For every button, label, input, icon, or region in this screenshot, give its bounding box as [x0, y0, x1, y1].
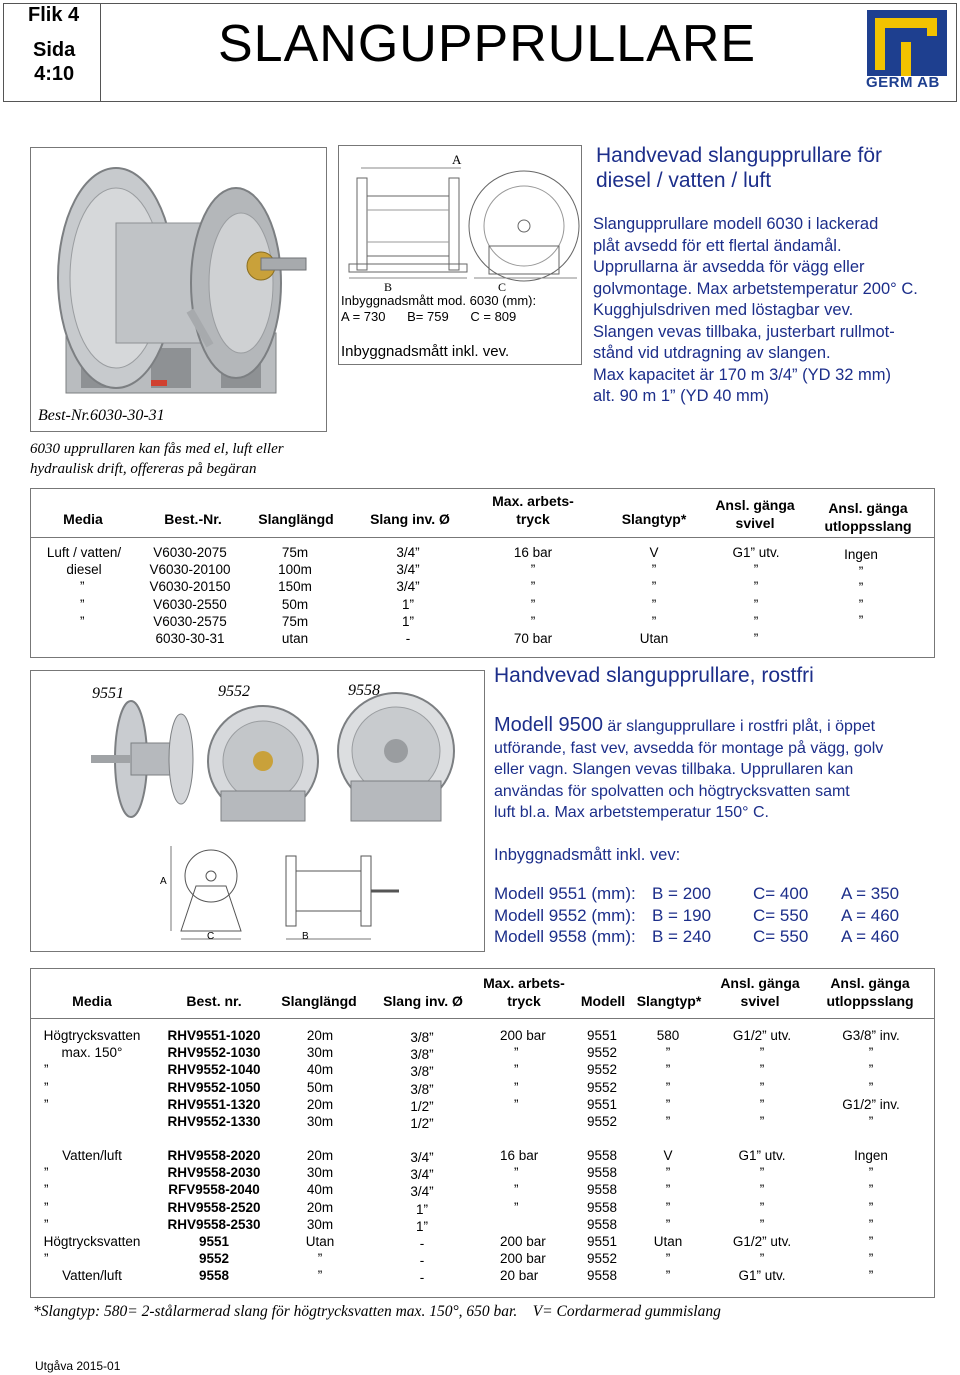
table-cell: ”: [759, 1216, 765, 1232]
table-cell: ”: [530, 579, 536, 595]
table-cell: 70 bar: [513, 631, 553, 647]
section-heading-9500: Handvevad slangupprullare, rostfri: [494, 664, 814, 687]
table-cell: 9551: [586, 1028, 618, 1043]
col-ansl-svivel: [720, 1027, 804, 1130]
model-name: Modell 9558 (mm):: [494, 927, 636, 947]
table-cell: ”: [665, 1251, 671, 1267]
table-cell: ”: [665, 1182, 671, 1198]
table-cell: 30m: [306, 1045, 334, 1061]
col-bestnr: [140, 544, 240, 647]
header-line: Max. arbets-: [483, 975, 565, 991]
edition-label: Utgåva 2015-01: [35, 1359, 121, 1373]
table-cell: 9552: [586, 1062, 618, 1078]
dimension-b-label: B: [384, 280, 393, 294]
table-cell: ”: [514, 1062, 519, 1078]
table-cell: 3/8”: [410, 1064, 434, 1080]
table-cell: V6030-2075: [153, 545, 227, 560]
table-cell: 9558: [586, 1182, 618, 1198]
table-cell: RHV9552-1030: [167, 1045, 261, 1061]
table-cell: G1” utv.: [732, 545, 780, 560]
table-cell: ”: [868, 1045, 874, 1061]
table-cell: ”: [651, 596, 657, 612]
dim-a: A = 350: [841, 884, 900, 903]
table-cell: 200 bar: [500, 1028, 546, 1043]
table-cell: 20m: [306, 1199, 334, 1215]
col-header-modell: Modell: [580, 993, 626, 1009]
col-media: [36, 544, 132, 630]
table-cell: 9558: [586, 1148, 618, 1163]
table-cell: Utan: [639, 631, 669, 647]
table-cell: 9558: [198, 1268, 230, 1284]
table-cell: ”: [759, 1199, 765, 1215]
heading-line-2: diesel / vatten / luft: [596, 169, 772, 192]
table-cell: ”: [514, 1045, 519, 1061]
table-cell: ”: [858, 613, 864, 628]
table-cell: ”: [514, 1096, 519, 1112]
table-cell: ”: [868, 1165, 874, 1181]
col-slangtyp: [644, 1027, 692, 1130]
hose-reel-drawing: [31, 148, 326, 431]
dimension-line-2: A = 730 B= 759 C = 809: [341, 309, 517, 324]
table-cell: ”: [44, 1216, 49, 1232]
header-line: Ansl. gänga: [715, 497, 795, 513]
col-bestnr: [156, 1147, 272, 1285]
table-cell: G3/8” inv.: [842, 1028, 900, 1043]
table-cell: 1”: [415, 1218, 428, 1234]
table-cell: utan: [281, 631, 309, 647]
table-cell: V6030-2550: [153, 596, 227, 612]
table-cell: ”: [759, 1251, 765, 1267]
col-slanglangd: [262, 544, 328, 647]
table-cell: ”: [80, 596, 85, 612]
table-cell: ”: [753, 596, 759, 612]
table-cell: Ingen: [844, 547, 878, 562]
col-header-slangtyp: Slangtyp*: [636, 993, 702, 1009]
table-cell: ”: [530, 562, 536, 578]
table-cell: 3/4”: [396, 562, 420, 578]
desc-line: användas för spolvatten och högtrycksvatten samt: [494, 782, 850, 800]
table-cell: ”: [868, 1216, 874, 1232]
order-number-6030: Best-Nr.6030-30-31: [38, 407, 165, 424]
table-cell: 9552: [586, 1045, 618, 1061]
dim-b: B = 240: [652, 927, 712, 947]
table-cell: ”: [317, 1268, 323, 1284]
col-slangtyp: [644, 1147, 692, 1285]
col-ansl-svivel: [716, 544, 796, 647]
stainless-reels-drawing: [31, 671, 484, 951]
table-cell: 40m: [306, 1182, 334, 1198]
header-line: utloppsslang: [824, 518, 912, 534]
table-cell: ”: [858, 580, 864, 595]
table-cell: diesel: [66, 562, 102, 578]
dim-c: C= 550: [753, 927, 809, 947]
col-max-tryck: [486, 1147, 562, 1285]
table-cell: 150m: [278, 579, 312, 595]
table-cell: Vatten/luft: [62, 1148, 122, 1163]
note-line-2: hydraulisk drift, offereras på begäran: [30, 461, 257, 477]
model-name: Modell 9551 (mm):: [494, 884, 636, 903]
heading-line-1: Handvevad slangupprullare för: [596, 144, 883, 167]
header-line: Ansl. gänga: [720, 975, 800, 991]
table-cell: Vatten/luft: [62, 1268, 122, 1284]
table-cell: RHV9558-2520: [167, 1199, 261, 1215]
table-cell: G1/2” utv.: [732, 1234, 792, 1250]
dimension-b-label: B: [302, 931, 309, 942]
hose-reel-6030-photo: [30, 147, 327, 432]
col-media: [34, 1027, 150, 1113]
col-ansl-utlopp: [826, 547, 896, 630]
dimension-drawing-6030: [338, 145, 582, 365]
table-cell: 1/2”: [410, 1098, 434, 1114]
table-cell: RHV9552-1330: [167, 1114, 261, 1130]
col-slanglangd: [290, 1027, 350, 1130]
table-cell: ”: [753, 562, 759, 578]
col-header-slanglangd: Slanglängd: [258, 511, 334, 527]
col-slang-inv: [392, 1029, 452, 1132]
col-header-media: Media: [63, 511, 103, 527]
col-header-slanglangd: Slanglängd: [281, 993, 357, 1009]
table-cell: 3/4”: [410, 1150, 434, 1165]
table-cell: 3/4”: [410, 1167, 434, 1183]
col-header-max-tryck: [476, 974, 572, 1010]
table-cell: ”: [44, 1062, 49, 1078]
table-row: [494, 926, 899, 948]
table-cell: V6030-20150: [149, 579, 231, 595]
table-cell: V: [649, 545, 659, 560]
table-cell: RHV9551-1320: [167, 1096, 261, 1112]
table-cell: ”: [317, 1251, 323, 1267]
table-cell: 40m: [306, 1062, 334, 1078]
table-cell: ”: [665, 1268, 671, 1284]
table-cell: 9558: [586, 1268, 618, 1284]
table-cell: ”: [753, 579, 759, 595]
model-name: Modell 9552 (mm):: [494, 905, 636, 925]
table-cell: ”: [759, 1062, 765, 1078]
table-cell: -: [419, 1236, 425, 1252]
table-cell: 16 bar: [513, 545, 553, 560]
col-header-slang-inv: Slang inv. Ø: [370, 511, 450, 527]
table-cell: 9552: [198, 1251, 230, 1267]
installation-dims-label: Inbyggnadsmått inkl. vev:: [494, 846, 681, 864]
table-cell: Högtrycksvatten: [43, 1028, 141, 1043]
dim-c: C= 550: [753, 905, 809, 925]
col-ansl-svivel: [720, 1147, 804, 1285]
col-max-tryck: [498, 544, 568, 647]
table-cell: ”: [858, 596, 864, 612]
table-cell: 9551: [586, 1234, 618, 1250]
table-cell: ”: [665, 1114, 671, 1130]
table-cell: [500, 1216, 562, 1233]
table-cell: ”: [514, 1199, 519, 1215]
col-header-bestnr: Best. nr.: [186, 993, 242, 1009]
table-cell: ”: [753, 613, 759, 629]
table-cell: ”: [868, 1234, 874, 1250]
desc-line: stånd vid utdragning av slangen.: [593, 344, 831, 362]
table-cell: ”: [44, 1096, 49, 1112]
header-line: tryck: [507, 993, 541, 1009]
table-cell: ”: [44, 1079, 49, 1095]
col-header-ansl-utlopp: [818, 974, 922, 1010]
description-9500: [494, 715, 939, 824]
table-cell: -: [419, 1270, 425, 1286]
col-slangtyp: [624, 544, 684, 647]
dimension-text: [341, 293, 536, 325]
tab-label: Flik 4: [28, 4, 80, 26]
table-cell: ”: [868, 1079, 874, 1095]
table-cell: 50m: [281, 596, 309, 612]
table-cell: ”: [44, 1165, 49, 1181]
table-cell: 9551: [198, 1234, 230, 1250]
desc-line: plåt avsedd för ett flertal ändamål.: [593, 236, 842, 255]
page-number: 4:10: [34, 63, 75, 85]
desc-line: utförande, fast vev, avsedda för montage på vägg, golv: [494, 739, 884, 757]
dimension-a-label: A: [160, 876, 167, 887]
page-indicator: [33, 38, 75, 86]
dimension-c-label: C: [207, 931, 215, 942]
col-ansl-utlopp: [826, 1027, 916, 1130]
table-cell: 20m: [306, 1028, 334, 1043]
desc-line: Upprullarna är avsedda för vägg eller: [593, 258, 865, 276]
table-row: [494, 883, 899, 905]
hose-type-footnote: *Slangtyp: 580= 2-stålarmerad slang för högtrycksvatten max. 150°, 650 bar. V= Cordarmerad gummislang: [33, 1303, 721, 1320]
table-cell: RHV9558-2030: [167, 1165, 261, 1181]
col-header-max-tryck: [486, 492, 580, 528]
table-cell: ”: [80, 613, 85, 629]
col-media: [34, 1147, 150, 1285]
dim-b: B = 190: [652, 905, 712, 925]
dim-a: A = 460: [841, 927, 900, 947]
desc-line: Max kapacitet är 170 m 3/4” (YD 32 mm): [593, 365, 892, 384]
table-cell: ”: [665, 1045, 671, 1061]
table-cell: 1/2”: [410, 1116, 434, 1132]
table-cell: ”: [651, 613, 657, 629]
table-cell: RHV9551-1020: [167, 1028, 261, 1043]
col-header-ansl-utlopp: [816, 499, 920, 535]
table-cell: 3/4”: [410, 1184, 434, 1200]
table-cell: ”: [858, 563, 864, 579]
col-header-ansl-svivel: [712, 974, 808, 1010]
table-cell: ”: [514, 1079, 519, 1095]
table-header-divider: [30, 537, 935, 538]
header-line: Max. arbets-: [492, 493, 574, 509]
table-cell: ”: [665, 1216, 671, 1232]
table-cell: 20m: [306, 1148, 334, 1163]
table-cell: ”: [44, 1251, 49, 1267]
header-line: svivel: [740, 993, 780, 1009]
table-cell: 3/8”: [410, 1047, 434, 1063]
table-cell: 9551: [586, 1096, 618, 1112]
desc-line: golvmontage. Max arbetstemperatur 200° C.: [593, 279, 918, 298]
table-cell: 50m: [306, 1079, 334, 1095]
table-cell: 100m: [278, 562, 312, 578]
table-cell: G1” utv.: [738, 1268, 786, 1284]
table-row: [494, 905, 899, 927]
table-cell: ”: [665, 1062, 671, 1078]
table-cell: ”: [759, 1079, 765, 1095]
table-cell: ”: [759, 1182, 765, 1198]
table-cell: ”: [44, 1182, 49, 1198]
logo-text: GERM AB: [866, 74, 940, 91]
table-cell: RHV9558-2530: [167, 1216, 261, 1232]
table-cell: 9552: [586, 1114, 618, 1130]
table-cell: 9558: [586, 1216, 618, 1232]
model-name: Modell 9500: [494, 714, 603, 736]
table-cell: 1”: [415, 1201, 428, 1217]
table-cell: 20m: [306, 1096, 334, 1112]
table-cell: 30m: [306, 1216, 334, 1232]
col-modell: [578, 1027, 626, 1130]
table-cell: ”: [868, 1268, 874, 1284]
table-cell: ”: [665, 1199, 671, 1215]
table-cell: 9552: [586, 1079, 618, 1095]
header-line: svivel: [735, 515, 775, 531]
table-cell: 3/8”: [410, 1081, 434, 1097]
dimension-note: Inbyggnadsmått inkl. vev.: [341, 343, 510, 360]
col-slanglangd: [290, 1147, 350, 1285]
col-header-media: Media: [72, 993, 112, 1009]
model-9552-label: 9552: [218, 683, 250, 700]
table-cell: V6030-2575: [153, 613, 227, 629]
table-cell: 1”: [401, 613, 414, 629]
table-cell: ”: [44, 1199, 49, 1215]
header-line: utloppsslang: [826, 993, 914, 1009]
table-cell: ”: [868, 1199, 874, 1215]
desc-line: [494, 715, 939, 738]
table-cell: Högtrycksvatten: [43, 1234, 141, 1250]
table-cell: ”: [651, 562, 657, 578]
col-header-slang-inv: Slang inv. Ø: [383, 993, 463, 1009]
table-cell: G1/2” utv.: [732, 1028, 792, 1043]
header-line: Ansl. gänga: [828, 500, 908, 516]
model-9551-label: 9551: [92, 685, 124, 702]
table-cell: ”: [80, 579, 85, 595]
section-heading-6030: [596, 143, 936, 193]
table-cell: -: [405, 631, 411, 647]
table-cell: 9558: [586, 1199, 618, 1215]
table-cell: ”: [759, 1114, 765, 1130]
table-cell: 30m: [306, 1165, 334, 1181]
table-cell: 75m: [281, 613, 309, 629]
desc-line: eller vagn. Slangen vevas tillbaka. Upprullaren kan: [494, 761, 854, 778]
table-cell: 75m: [281, 545, 309, 560]
table-cell: ”: [665, 1165, 671, 1181]
table-cell: ”: [868, 1114, 874, 1130]
table-cell: ”: [753, 631, 759, 647]
drive-option-note: [30, 439, 330, 479]
table-cell: ”: [530, 596, 536, 612]
table-cell: 580: [656, 1028, 680, 1043]
model-dimensions-table: [494, 883, 899, 948]
table-cell: max. 150°: [61, 1045, 123, 1061]
table-cell: Utan: [305, 1234, 335, 1250]
header-line: Ansl. gänga: [830, 975, 910, 991]
table-cell: ”: [868, 1062, 874, 1078]
stainless-reels-photo: [30, 670, 485, 952]
page-title: SLANGUPPRULLARE: [218, 15, 757, 73]
header-line: tryck: [516, 511, 550, 527]
table-cell: 3/4”: [396, 545, 420, 560]
col-slang-inv: [392, 1149, 452, 1287]
col-bestnr: [156, 1027, 272, 1130]
col-modell: [578, 1147, 626, 1285]
table-cell: ”: [514, 1182, 519, 1198]
col-header-bestnr: Best.-Nr.: [164, 511, 222, 527]
table-cell: ”: [868, 1251, 874, 1267]
table-cell: 16 bar: [500, 1148, 539, 1163]
table-cell: ”: [665, 1096, 671, 1112]
table-cell: ”: [530, 613, 536, 629]
header-divider: [100, 3, 101, 102]
table-cell: 9558: [586, 1165, 618, 1181]
desc-line: luft bl.a. Max arbetstemperatur 150° C.: [494, 804, 769, 821]
col-slang-inv: [376, 544, 440, 647]
dimension-drawing: [339, 146, 581, 364]
table-cell: 3/8”: [410, 1030, 434, 1045]
desc-line: Kugghjulsdriven med löstagbar vev.: [593, 301, 854, 319]
desc-text: är slangupprullare i rostfri plåt, i öppet: [602, 718, 876, 735]
dimension-c-label: C: [498, 280, 507, 294]
table-cell: 9552: [586, 1251, 618, 1267]
table-cell: ”: [514, 1165, 519, 1181]
table-header-divider: [30, 1018, 935, 1019]
dim-b: B = 200: [652, 884, 712, 903]
table-cell: RFV9558-2040: [168, 1182, 260, 1198]
dimension-line-1: Inbyggnadsmått mod. 6030 (mm):: [341, 293, 537, 308]
table-cell: G1” utv.: [738, 1148, 786, 1163]
table-cell: Luft / vatten/: [46, 545, 122, 560]
col-header-slangtyp: Slangtyp*: [621, 511, 687, 527]
table-cell: Utan: [653, 1234, 683, 1250]
col-max-tryck: [486, 1027, 562, 1113]
dimension-a-label: A: [452, 152, 462, 167]
dim-a: A = 460: [841, 905, 900, 925]
table-cell: ”: [759, 1165, 765, 1181]
note-line-1: 6030 upprullaren kan fås med el, luft eller: [30, 441, 284, 457]
table-cell: RHV9558-2020: [167, 1148, 261, 1163]
dim-c: C= 400: [753, 884, 809, 903]
table-cell: RHV9552-1050: [167, 1079, 261, 1095]
table-cell: ”: [665, 1079, 671, 1095]
table-cell: 200 bar: [500, 1251, 546, 1267]
table-cell: V: [663, 1148, 673, 1163]
page-label: Sida: [33, 39, 76, 61]
table-cell: 20 bar: [500, 1268, 539, 1284]
description-6030: [593, 214, 948, 408]
table-cell: ”: [651, 579, 657, 595]
table-cell: 3/4”: [396, 579, 420, 595]
col-header-ansl-svivel: [708, 496, 802, 532]
table-cell: ”: [868, 1182, 874, 1198]
desc-line: Slangen vevas tillbaka, justerbart rullmot-: [593, 322, 895, 341]
table-cell: -: [419, 1253, 425, 1269]
table-cell: ”: [759, 1096, 765, 1112]
desc-line: alt. 90 m 1” (YD 40 mm): [593, 387, 770, 405]
table-cell: ”: [759, 1045, 765, 1061]
table-cell: RHV9552-1040: [167, 1062, 261, 1078]
table-cell: V6030-20100: [149, 562, 231, 578]
table-cell: 1”: [401, 596, 414, 612]
model-9558-label: 9558: [348, 682, 380, 699]
col-ansl-utlopp: [826, 1147, 916, 1285]
table-cell: 30m: [306, 1114, 334, 1130]
table-cell: 6030-30-31: [155, 631, 225, 647]
table-cell: 200 bar: [500, 1234, 546, 1249]
table-cell: Ingen: [854, 1148, 888, 1163]
table-cell: G1/2” inv.: [842, 1096, 900, 1112]
desc-line: Slangupprullare modell 6030 i lackerad: [593, 215, 879, 233]
